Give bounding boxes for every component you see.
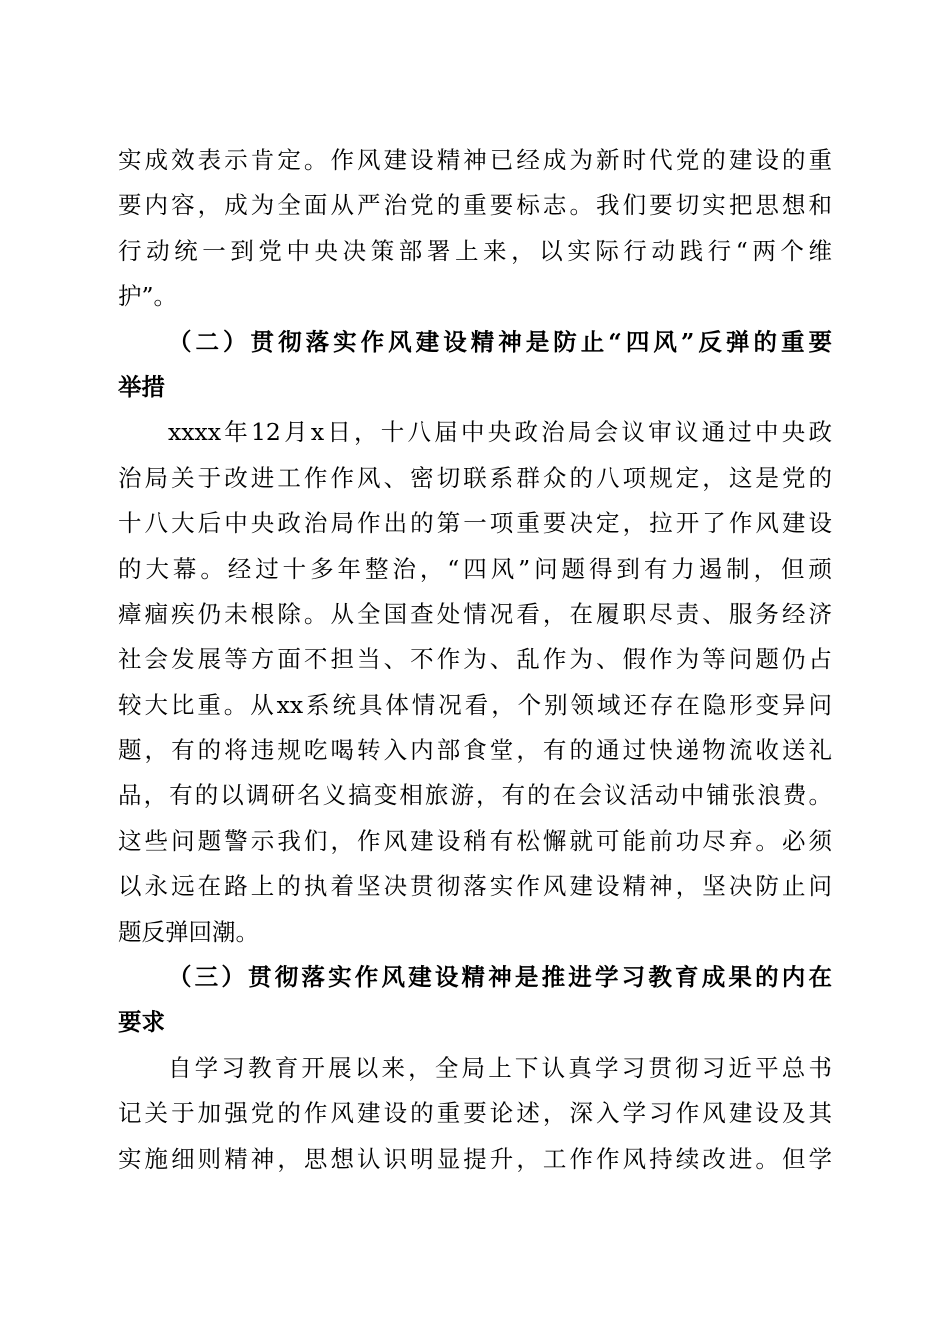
text-line: 实成效表示肯定。作风建设精神已经成为新时代党的建设的重 (118, 146, 832, 174)
text-line: 品，有的以调研名义搞变相旅游，有的在会议活动中铺张浪费。 (118, 781, 832, 810)
heading-line: （二）贯彻落实作风建设精神是防止“四风”反弹的重要 (168, 327, 832, 356)
text-line: 的大幕。经过十多年整治，“四风”问题得到有力遏制，但顽 (118, 554, 832, 583)
text-line: 行动统一到党中央决策部署上来，以实际行动践行“两个维 (118, 236, 832, 265)
text-line: 题，有的将违规吃喝转入内部食堂，有的通过快递物流收送礼 (118, 736, 832, 765)
heading-line: 举措 (118, 372, 165, 401)
section-heading-3 (118, 955, 832, 1046)
text-line: 自学习教育开展以来，全局上下认真学习贯彻习近平总书 (168, 1053, 832, 1082)
body-paragraph (118, 410, 832, 955)
text-line: 护”。 (118, 282, 178, 311)
heading-line: 要求 (118, 1008, 165, 1037)
text-line: 这些问题警示我们，作风建设稍有松懈就可能前功尽弃。必须 (118, 826, 832, 855)
text-line: 较大比重。从xx系统具体情况看，个别领域还存在隐形变异问 (118, 690, 832, 719)
text-line: 社会发展等方面不担当、不作为、乱作为、假作为等问题仍占 (118, 645, 832, 674)
text-line: 实施细则精神，思想认识明显提升，工作作风持续改进。但学 (118, 1144, 832, 1173)
text-line: xxxx年12月x日，十八届中央政治局会议审议通过中央政 (168, 418, 832, 447)
document-body (118, 138, 832, 1182)
text-line: 要内容，成为全面从严治党的重要标志。我们要切实把思想和 (118, 191, 832, 220)
text-line: 瘴痼疾仍未根除。从全国查处情况看，在履职尽责、服务经济 (118, 599, 832, 628)
text-line: 题反弹回潮。 (118, 917, 259, 946)
heading-line: （三）贯彻落实作风建设精神是推进学习教育成果的内在 (168, 963, 832, 992)
body-paragraph (118, 1046, 832, 1182)
section-heading-2 (118, 320, 832, 411)
body-paragraph (118, 138, 832, 320)
text-line: 记关于加强党的作风建设的重要论述，深入学习作风建设及其 (118, 1099, 832, 1128)
text-line: 以永远在路上的执着坚决贯彻落实作风建设精神，坚决防止问 (118, 872, 832, 901)
text-line: 十八大后中央政治局作出的第一项重要决定，拉开了作风建设 (118, 509, 832, 538)
text-line: 治局关于改进工作作风、密切联系群众的八项规定，这是党的 (118, 463, 832, 492)
